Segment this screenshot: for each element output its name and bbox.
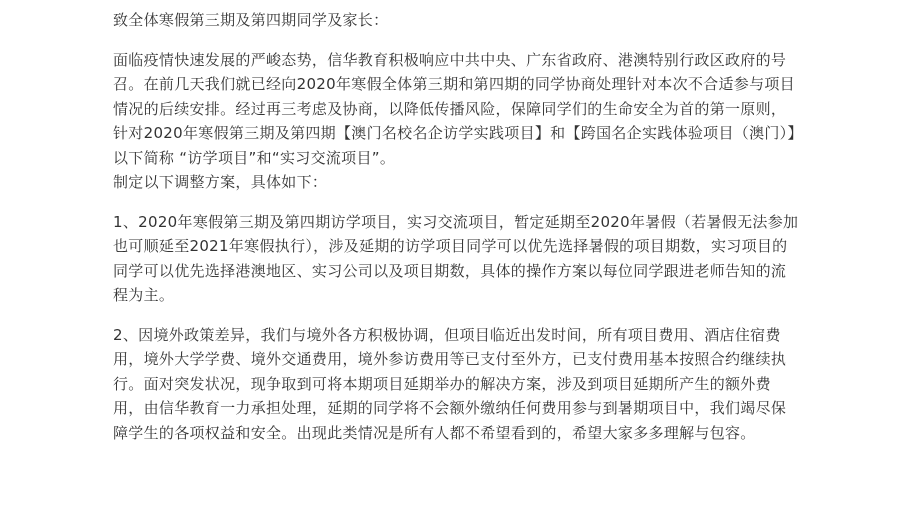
- list-item-2: 2、因境外政策差异，我们与境外各方积极协调，但项目临近出发时间，所有项目费用、酒店住宿费用，境外大学学费、境外交通费用，境外参访费用等已支付至外方，已支付费用基本按照合约继续执行。面对突发状况，现争取到可将本期项目延期举办的解决方案，涉及到项目延期所产生的额外费用，由信华教育一力承担处理，延期的同学将不会额外缴纳任何费用参与到暑期项目中，我们竭尽保障学生的各项权益和安全。出现此类情况是所有人都不希望看到的，希望大家多多理解与包容。: [113, 325, 787, 442]
- paragraph-gap: [113, 33, 801, 48]
- notice-document: [113, 8, 801, 445]
- paragraph-intro-tail: 制定以下调整方案，具体如下：: [113, 173, 328, 191]
- paragraph-gap: [113, 195, 801, 210]
- salutation: 致全体寒假第三期及第四期同学及家长：: [113, 11, 389, 29]
- paragraph-intro: 面临疫情快速发展的严峻态势，信华教育积极响应中共中央、广东省政府、港澳特别行政区政府的号召。在前几天我们就已经向2020年寒假全体第三期和第四期的同学协商处理针对本次不合适参与项目情况的后续安排。经过再三考虑及协商，以降低传播风险，保障同学们的生命安全为首的第一原则，针对2020年寒假第三期及第四期【澳门名校名企访学实践项目】和【跨国名企实践体验项目（澳门）】以下简称 “访学项目”和“实习交流项目”。: [113, 50, 796, 167]
- paragraph-gap: [113, 308, 801, 323]
- list-item-1: 1、2020年寒假第三期及第四期访学项目，实习交流项目，暂定延期至2020年暑假（若暑假无法参加也可顺延至2021年寒假执行），涉及延期的访学项目同学可以优先选择暑假的项目期数，实习项目的同学可以优先选择港澳地区、实习公司以及项目期数，具体的操作方案以每位同学跟进老师告知的流程为主。: [113, 212, 799, 304]
